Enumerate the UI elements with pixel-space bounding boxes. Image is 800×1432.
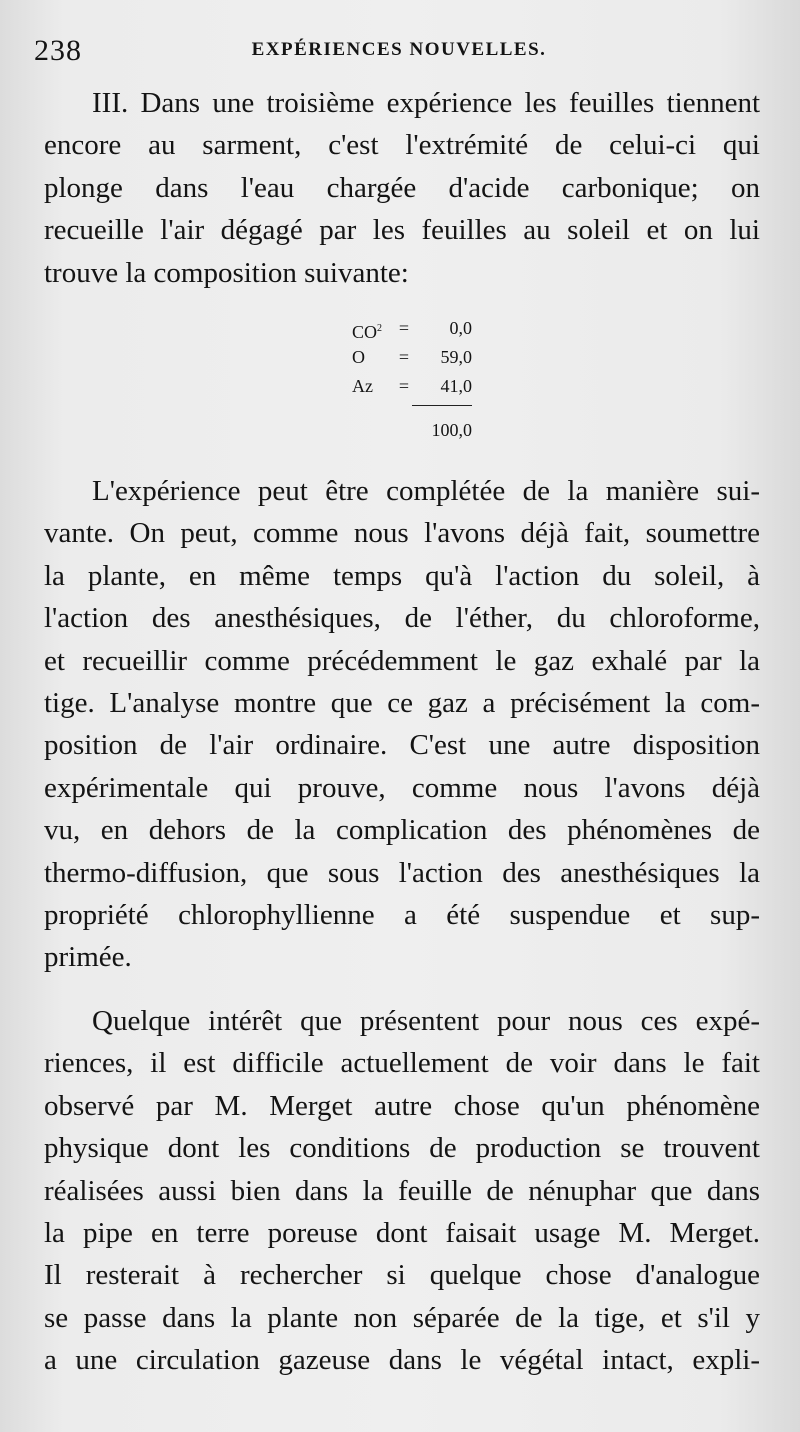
text-line: riences, il est difficile actuellement de voir dans le fait [44, 1047, 760, 1080]
running-title: EXPÉRIENCES NOUVELLES. [251, 39, 547, 60]
element-symbol: Az [352, 376, 373, 396]
text-line: primée. [44, 941, 132, 974]
text-line: encore au sarment, c'est l'extrémité de celui-ci qui [44, 129, 760, 162]
equals-sign: = [398, 318, 410, 338]
text-line: vu, en dehors de la complication des phénomènes de [44, 814, 760, 847]
element-symbol: O [352, 347, 365, 367]
text-line: position de l'air ordinaire. C'est une autre disposition [44, 729, 760, 762]
text-line: Il resterait à rechercher si quelque chose d'analogue [44, 1259, 760, 1292]
text-line: L'expérience peut être complétée de la manière sui- [92, 475, 760, 507]
sum-rule [412, 405, 472, 406]
gas-composition-table [352, 314, 472, 401]
text-line: réalisées aussi bien dans la feuille de nénuphar que dans [44, 1174, 760, 1207]
text-line: la pipe en terre poreuse dont faisait usage M. Merget. [44, 1216, 760, 1249]
text-line: vante. On peut, comme nous l'avons déjà fait, soumettre [44, 517, 760, 550]
element-value: 41,0 [440, 376, 472, 396]
equals-sign: = [398, 376, 410, 396]
paragraph-anesthetics [44, 470, 760, 979]
text-line: a une circulation gazeuse dans le végétal intact, expli- [44, 1344, 760, 1377]
text-line: la plante, en même temps qu'à l'action du soleil, à [44, 559, 760, 592]
text-line: recueille l'air dégagé par les feuilles au soleil et on lui [44, 214, 760, 247]
text-line: thermo-diffusion, que sous l'action des anesthésiques la [44, 856, 760, 889]
page-header [34, 34, 764, 74]
element-value: 59,0 [440, 347, 472, 367]
text-line: l'action des anesthésiques, de l'éther, du chloroforme, [44, 602, 760, 635]
text-line: Quelque intérêt que présentent pour nous ces expé- [92, 1005, 760, 1037]
composition-row [352, 343, 472, 372]
text-line: expérimentale qui prouve, comme nous l'avons déjà [44, 771, 760, 804]
text-line: observé par M. Merget autre chose qu'un phénomène [44, 1089, 760, 1122]
composition-row [352, 372, 472, 401]
composition-row [352, 314, 472, 343]
text-line: se passe dans la plante non séparée de la tige, et s'il y [44, 1301, 760, 1334]
text-line: III. Dans une troisième expérience les feuilles tiennent [92, 87, 760, 119]
paragraph-experiment-three [44, 82, 760, 294]
text-line: propriété chlorophyllienne a été suspendue et sup- [44, 898, 760, 931]
element-symbol: $CO^2$ [352, 322, 383, 342]
element-value: 0,0 [449, 318, 472, 338]
text-line: trouve la composition suivante: [44, 256, 409, 289]
text-line: physique dont les conditions de production se trouvent [44, 1132, 760, 1165]
text-line: plonge dans l'eau chargée d'acide carbonique; on [44, 171, 760, 204]
composition-total: 100,0 [431, 420, 472, 440]
text-line: et recueillir comme précédemment le gaz exhalé par la [44, 644, 760, 677]
paragraph-merget [44, 1000, 760, 1382]
text-line: tige. L'analyse montre que ce gaz a précisément la com- [44, 686, 760, 719]
page-number: 238 [34, 34, 82, 67]
equals-sign: = [398, 347, 410, 367]
